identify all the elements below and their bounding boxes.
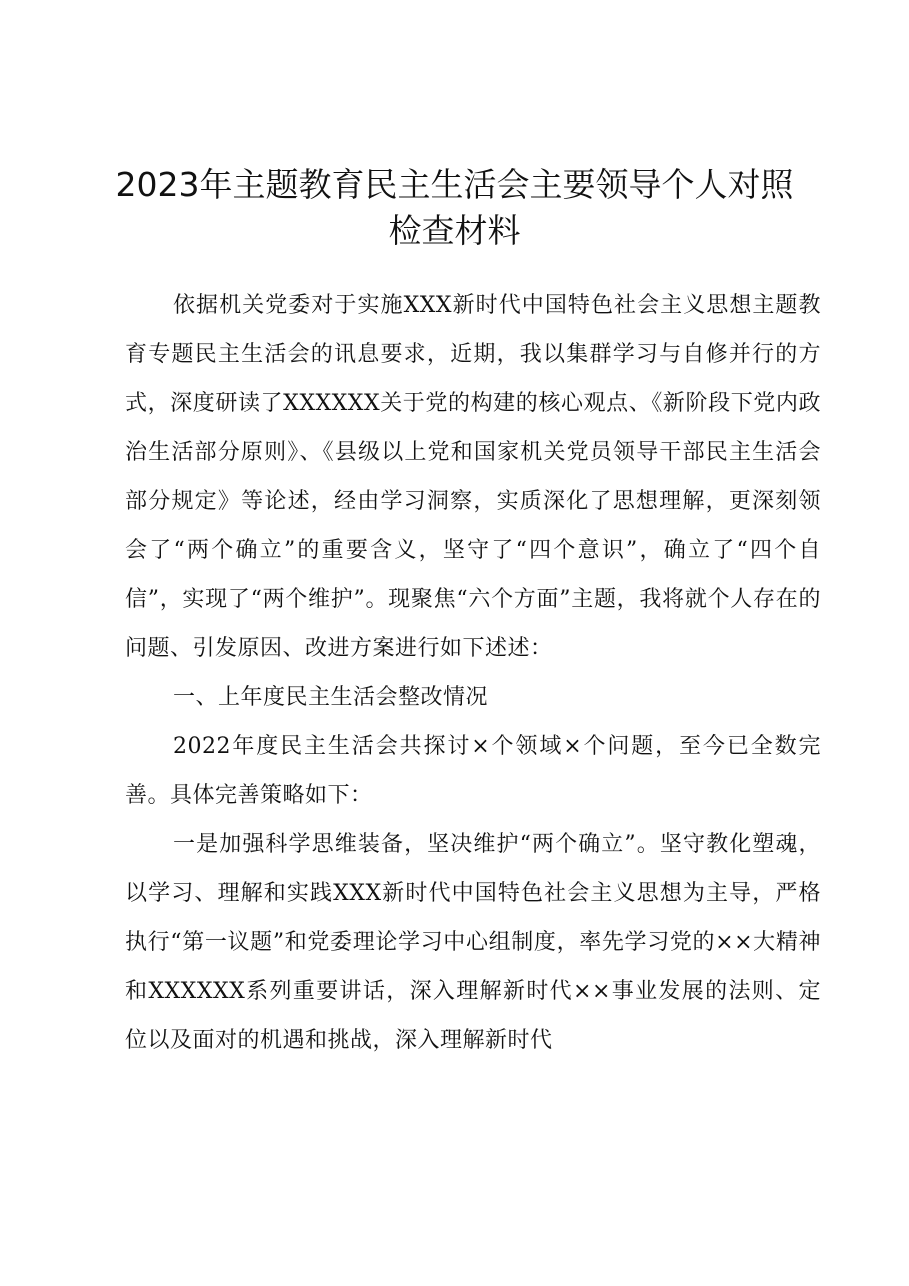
measure-paragraph: 一是加强科学思维装备，坚决维护“两个确立”。坚守教化塑魂，以学习、理解和实践XXX新时代中国特色社会主义思想为主导，严格执行“第一议题”和党委理论学习中心组制度，率先学习党的××大精神和XXXXXX系列重要讲话，深入理解新时代××事业发展的法则、定位以及面对的机遇和挑战，深入理解新时代: [125, 832, 821, 1053]
document-body: [125, 281, 821, 1065]
section-heading: 一、上年度民主生活会整改情况: [173, 685, 489, 710]
intro-paragraph: 依据机关党委对于实施XXX新时代中国特色社会主义思想主题教育专题民主生活会的讯息要求，近期，我以集群学习与自修并行的方式，深度研读了XXXXXX关于党的构建的核心观点、《新阶段下党内政治生活部分原则》、《县级以上党和国家机关党员领导干部民主生活会部分规定》等论述，经由学习洞察，实质深化了思想理解，更深刻领会了“两个确立”的重要含义，坚守了“四个意识”，确立了“四个自信”，实现了“两个维护”。现聚焦“六个方面”主题，我将就个人存在的问题、引发原因、改进方案进行如下述述：: [125, 293, 821, 661]
summary-paragraph: 2022年度民主生活会共探讨×个领域×个问题，至今已全数完善。具体完善策略如下：: [125, 734, 821, 808]
title-line-2: 检查材料: [388, 211, 521, 250]
document-title: [80, 162, 829, 254]
title-line-1: 2023年主题教育民主生活会主要领导个人对照: [115, 165, 794, 204]
